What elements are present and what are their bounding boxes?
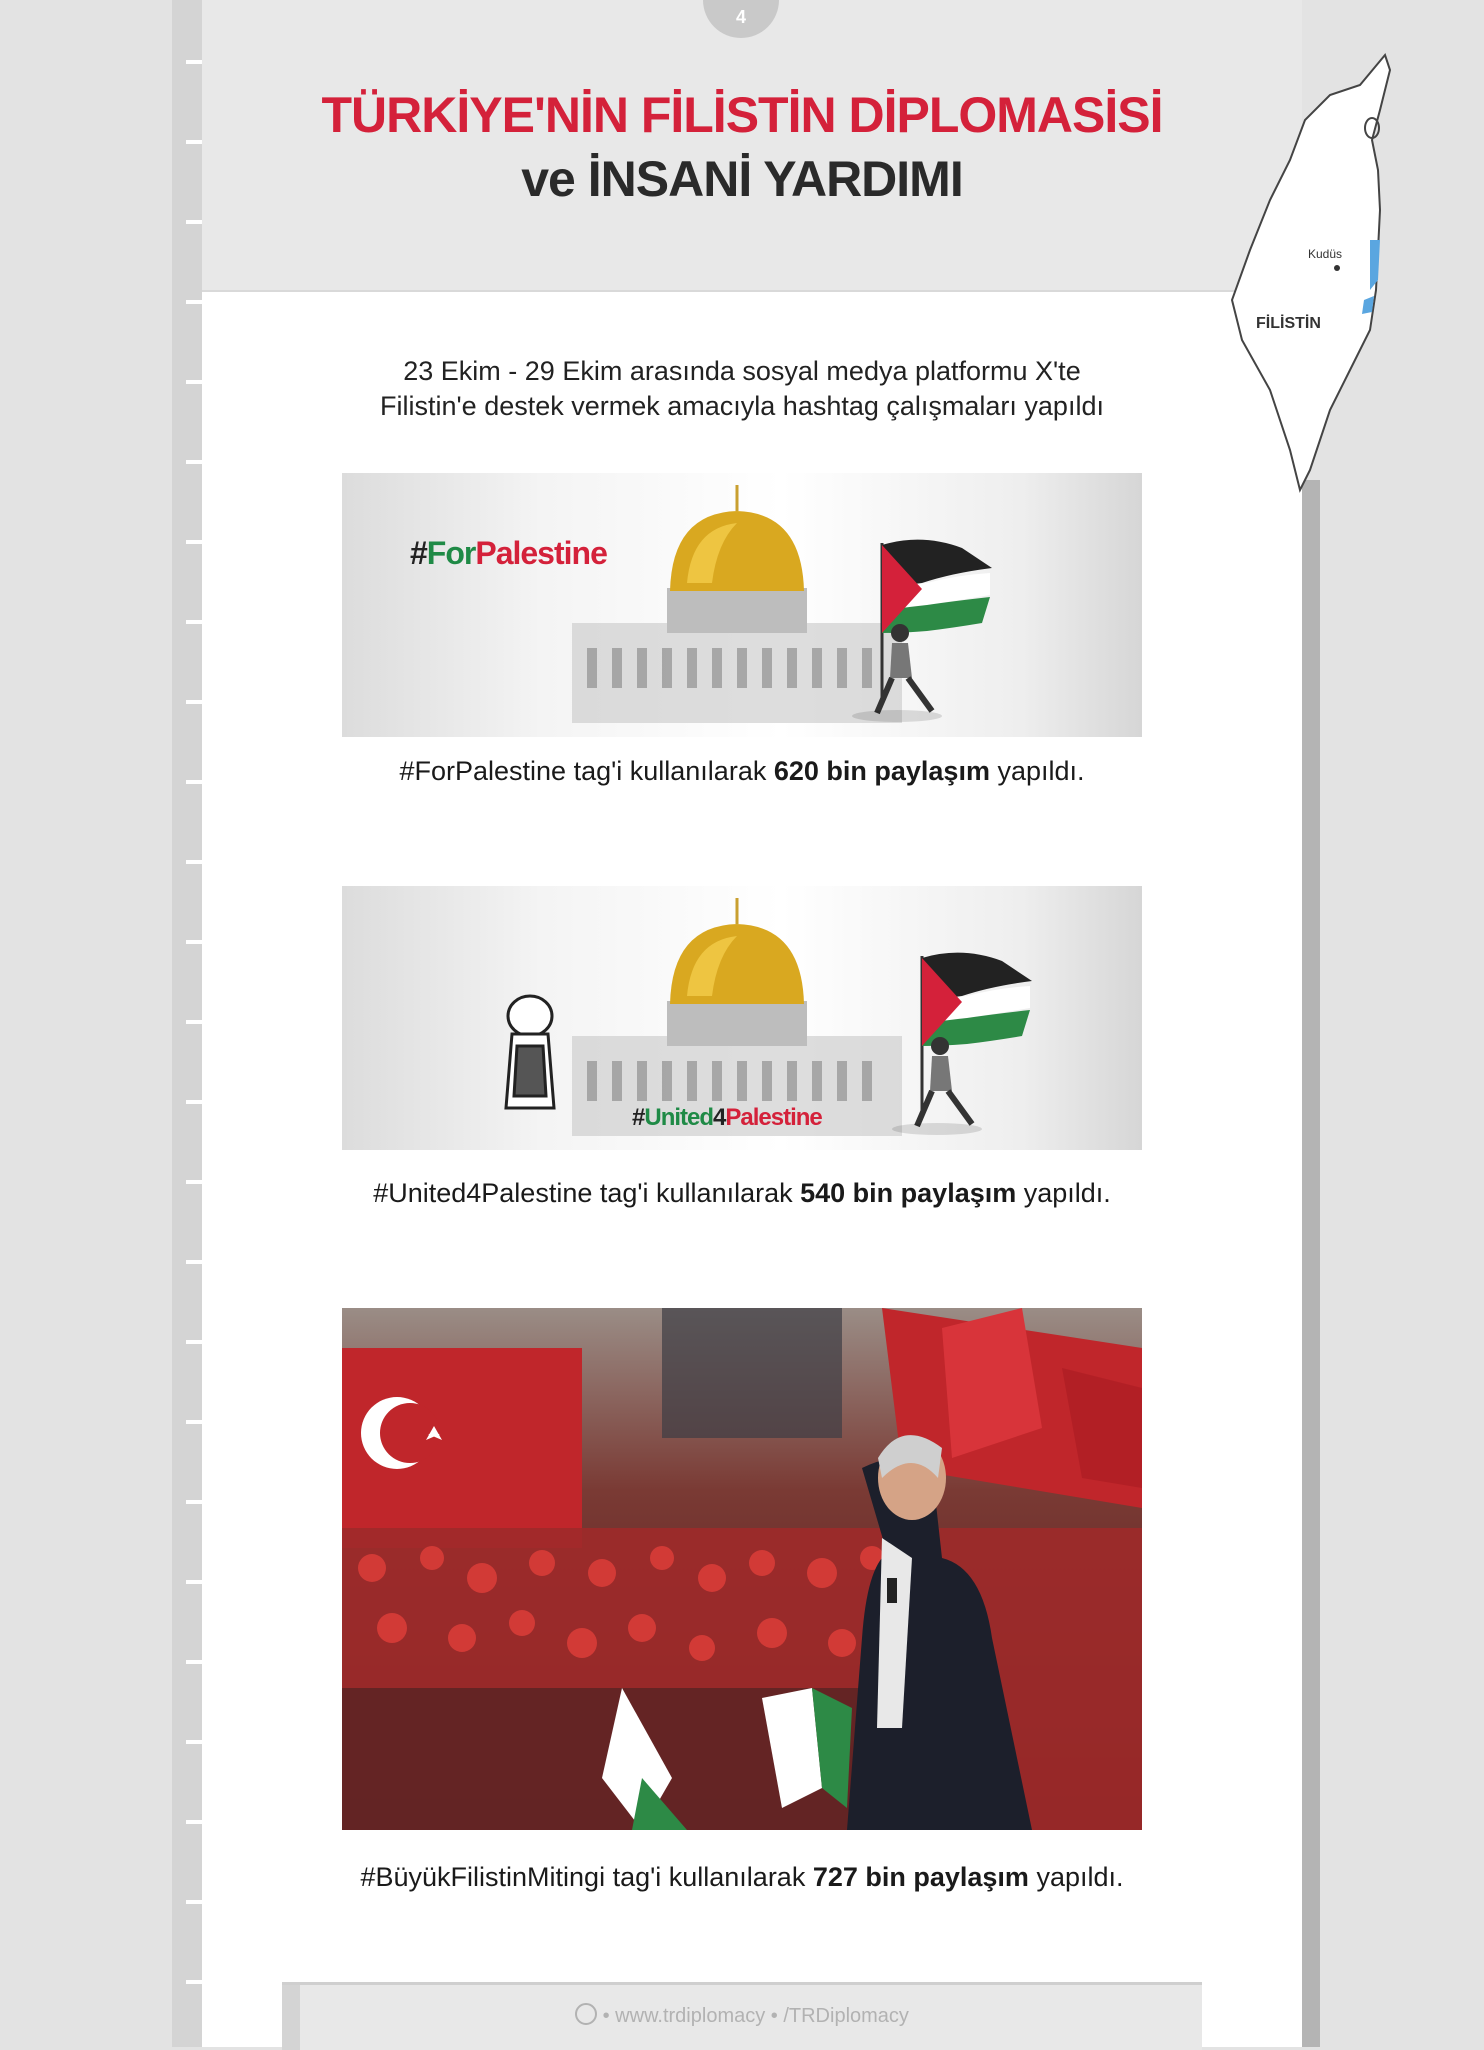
map-region-label: FİLİSTİN (1256, 315, 1321, 332)
intro-text (202, 354, 1282, 424)
footer-text (282, 2003, 1202, 2028)
page-shadow (1302, 480, 1320, 2047)
rally-crowd-image (342, 1308, 1142, 1830)
footer-link-text[interactable]: • www.trdiplomacy • /TRDiplomacy (602, 2005, 909, 2027)
hashtag-forpalestine: #ForPalestine (410, 535, 607, 571)
binder-strip (172, 0, 202, 2047)
caption-forpalestine: #ForPalestine tag'i kullanılarak 620 bin paylaşım yapıldı. (399, 756, 1085, 786)
intro-line2: Filistin'e destek vermek amacıyla hashtag çalışmaları yapıldı (380, 391, 1104, 421)
hashtag-united4palestine: #United4Palestine (632, 1104, 822, 1131)
banner-forpalestine (342, 473, 1142, 737)
palestine-map (1230, 50, 1400, 500)
banner-united4palestine (342, 886, 1142, 1150)
page-title-line2: ve İNSANİ YARDIMI (521, 151, 963, 207)
page-header (202, 0, 1302, 292)
page-number: 4 (703, 0, 779, 38)
intro-line1: 23 Ekim - 29 Ekim arasında sosyal medya platformu X'te (403, 356, 1081, 386)
document-page (202, 0, 1302, 2047)
caption-united4palestine: #United4Palestine tag'i kullanılarak 540 bin paylaşım yapıldı. (373, 1178, 1111, 1208)
page-footer (282, 1982, 1202, 2050)
rally-photo (342, 1308, 1142, 1830)
map-city-label: Kudüs (1308, 247, 1343, 261)
page-title-line1: TÜRKİYE'NİN FİLİSTİN DİPLOMASİSİ (321, 87, 1163, 143)
caption-buyukfilistinmitingi: #BüyükFilistinMitingi tag'i kullanılarak 727 bin paylaşım yapıldı. (360, 1862, 1124, 1892)
al-aqsa-illustration (342, 473, 1142, 737)
turkish-emblem-icon (575, 2003, 597, 2025)
